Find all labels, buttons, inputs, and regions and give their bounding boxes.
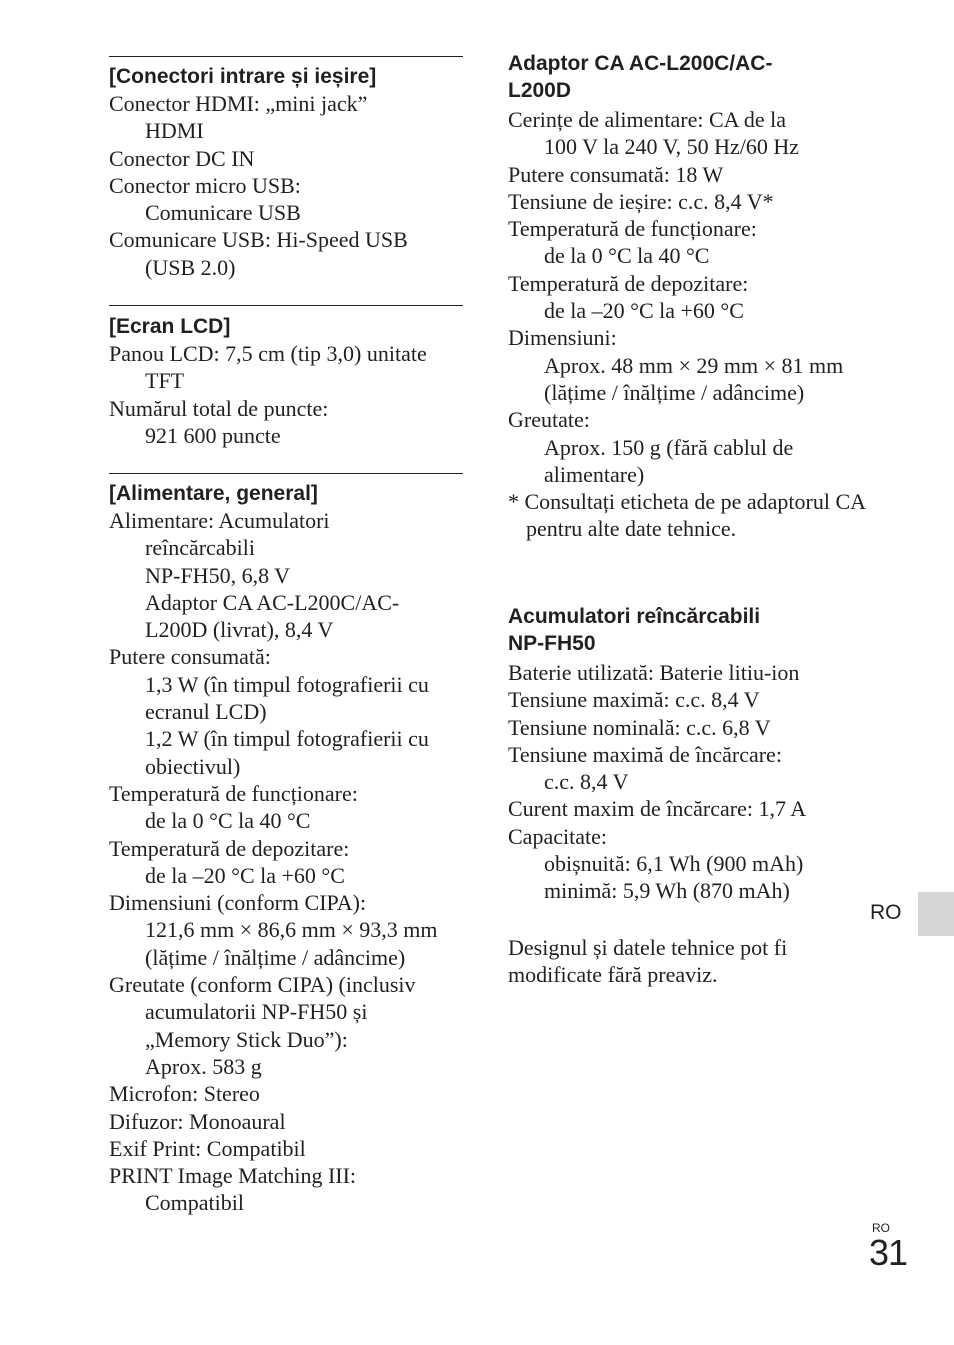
spec-line: NP-FH50, 6,8 V: [145, 562, 291, 588]
spec-line: Temperatură de funcționare:: [109, 780, 358, 806]
spec-line: ecranul LCD): [145, 699, 267, 725]
spec-line: Conector DC IN: [109, 145, 255, 171]
spec-line: de la 0 °C la 40 °C: [145, 808, 311, 834]
spec-line: obiectivul): [145, 753, 241, 779]
spec-line: Comunicare USB: Hi-Speed USB (USB 2.0): [109, 227, 408, 280]
section-lcd: [109, 305, 463, 449]
spec-line: de la 0 °C la 40 °C: [544, 243, 710, 269]
spec-line: Numărul total de puncte:: [109, 395, 329, 421]
spec-line: Difuzor: Monoaural: [109, 1108, 286, 1134]
spec-line: 921 600 puncte: [145, 422, 281, 448]
spec-line: Tensiune nominală: c.c. 6,8 V: [508, 714, 771, 740]
spec-line: Temperatură de funcționare:: [508, 216, 757, 242]
title-line: Adaptor CA AC-L200C/AC-: [508, 52, 773, 75]
spec-line: Dimensiuni:: [508, 325, 617, 351]
spec-line: Conector micro USB:: [109, 172, 301, 198]
spec-line: L200D (livrat), 8,4 V: [145, 617, 334, 643]
spec-line: Temperatură de depozitare:: [508, 270, 749, 296]
spec-line: de la –20 °C la +60 °C: [145, 862, 345, 888]
spec-line: Aprox. 48 mm × 29 mm × 81 mm: [544, 352, 844, 378]
spec-line: Tensiune maximă de încărcare:: [508, 741, 782, 767]
spec-line: Aprox. 583 g: [145, 1053, 262, 1079]
spec-line: HDMI: [145, 118, 204, 144]
spec-line: obișnuită: 6,1 Wh (900 mAh): [544, 851, 804, 877]
spec-line: Adaptor CA AC-L200C/AC-: [145, 589, 400, 615]
spec-line: 121,6 mm × 86,6 mm × 93,3 mm: [145, 917, 438, 943]
section-power-general: [109, 473, 463, 1217]
closing-note: [508, 934, 868, 989]
footnote: * Consultați eticheta de pe adaptorul CA pentru alte date tehnice.: [508, 489, 865, 542]
spec-line: Exif Print: Compatibil: [109, 1135, 306, 1161]
spec-line: Compatibil: [145, 1190, 244, 1216]
section-battery: [508, 603, 868, 905]
spec-line: minimă: 5,9 Wh (870 mAh): [544, 878, 790, 904]
spec-line: Aprox. 150 g (fără cablul de: [544, 434, 794, 460]
section-title-battery: [508, 603, 868, 657]
spec-line: Capacitate:: [508, 823, 607, 849]
closing-text: Designul și datele tehnice pot fi modificate fără preaviz.: [508, 935, 788, 988]
spec-line: Microfon: Stereo: [109, 1081, 260, 1107]
spec-line: Temperatură de depozitare:: [109, 835, 350, 861]
spec-line: alimentare): [544, 461, 645, 487]
title-line: L200D: [508, 79, 572, 102]
spec-line: (lățime / înălțime / adâncime): [145, 944, 406, 970]
section-connectors: [109, 56, 463, 281]
spec-line: Baterie utilizată: Baterie litiu-ion: [508, 660, 800, 685]
section-ac-adaptor: [508, 50, 868, 543]
page-number: 31: [869, 1232, 908, 1273]
spec-line: Tensiune de ieșire: c.c. 8,4 V*: [508, 188, 774, 214]
spec-line: Greutate:: [508, 407, 590, 433]
spec-line: reîncărcabili: [145, 535, 255, 561]
title-line: Acumulatori reîncărcabili: [508, 605, 761, 628]
spec-line: „Memory Stick Duo”):: [145, 1026, 348, 1052]
spec-line: PRINT Image Matching III:: [109, 1163, 357, 1189]
spec-line: Greutate (conform CIPA) (inclusiv: [109, 972, 416, 998]
spec-line: Putere consumată:: [109, 644, 271, 670]
spec-line: 1,2 W (în timpul fotografierii cu: [145, 726, 429, 752]
page-language-code: RO: [872, 1221, 890, 1235]
section-title-power-general: [Alimentare, general]: [109, 482, 318, 505]
spec-line: Comunicare USB: [145, 200, 301, 226]
spec-line: Alimentare: Acumulatori: [109, 508, 330, 533]
spec-line: Tensiune maximă: c.c. 8,4 V: [508, 687, 760, 713]
spec-line: de la –20 °C la +60 °C: [544, 298, 744, 324]
spec-line: c.c. 8,4 V: [544, 769, 629, 795]
spec-line: (lățime / înălțime / adâncime): [544, 379, 805, 405]
spec-line: acumulatorii NP-FH50 și: [145, 999, 368, 1025]
spec-line: Dimensiuni (conform CIPA):: [109, 890, 367, 916]
spec-line: Putere consumată: 18 W: [508, 161, 724, 187]
spec-line: Curent maxim de încărcare: 1,7 A: [508, 796, 807, 822]
language-tab-label: RO: [870, 901, 902, 924]
spec-line: Cerințe de alimentare: CA de la: [508, 107, 786, 132]
spec-line: 100 V la 240 V, 50 Hz/60 Hz: [544, 134, 800, 160]
spec-line: 1,3 W (în timpul fotografierii cu: [145, 671, 429, 697]
language-tab: [918, 892, 954, 936]
spec-line: Panou LCD: 7,5 cm (tip 3,0) unitate TFT: [109, 341, 427, 394]
section-title-lcd: [Ecran LCD]: [109, 315, 231, 338]
section-title-ac-adaptor: [508, 50, 868, 104]
spec-line: Conector HDMI: „mini jack”: [109, 91, 368, 116]
section-title-connectors: [Conectori intrare și ieșire]: [109, 65, 377, 88]
title-line: NP-FH50: [508, 632, 596, 655]
